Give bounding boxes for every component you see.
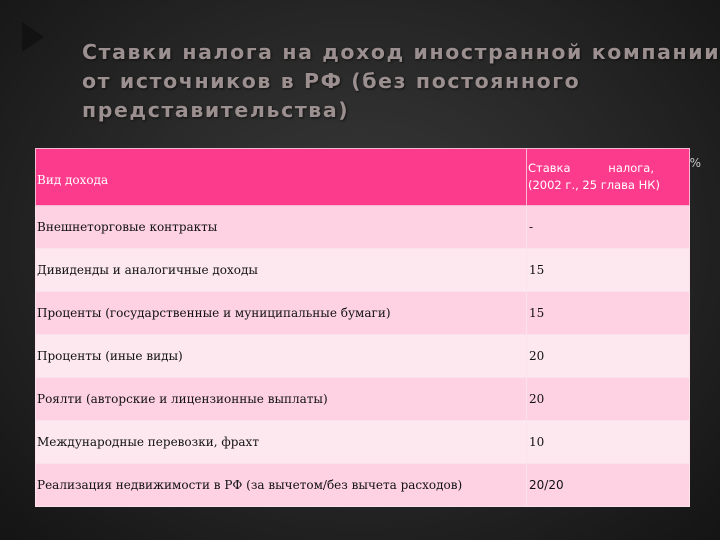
header-rate-line-1: Ставка налога, [528,161,654,175]
income-type-cell: Дивиденды и аналогичные доходы [36,249,527,292]
table-row [36,249,690,292]
header-tax-rate [527,149,701,206]
tax-rates-table [35,148,701,507]
income-type-cell: Внешнеторговые контракты [36,206,527,249]
tax-rate-cell: 20 [527,378,690,421]
arrow-right-icon [22,22,44,52]
tax-rate-cell: 20 [527,335,690,378]
tax-rate-cell: 15 [527,249,690,292]
table-row [36,421,690,464]
income-type-cell: Роялти (авторские и лицензионные выплаты) [36,378,527,421]
table-row [36,206,690,249]
income-type-cell: Международные перевозки, фрахт [36,421,527,464]
title-line-1: Ставки налога на доход иностранной компании [82,40,720,64]
percent-unit-label: % [689,156,701,170]
table-header-row [36,149,690,206]
title-line-3: представительства) [82,98,350,122]
tax-rate-cell: - [527,206,690,249]
income-type-cell: Реализация недвижимости в РФ (за вычетом/без вычета расходов) [36,464,527,507]
table-row [36,464,690,507]
header-rate-line-2: (2002 г., 25 глава НК) [528,178,660,192]
header-income-type: Вид дохода [36,149,527,206]
slide-title [82,38,720,125]
income-type-cell: Проценты (государственные и муниципальные бумаги) [36,292,527,335]
title-line-2: от источников в РФ (без постоянного [82,69,581,93]
table-row [36,335,690,378]
tax-rate-cell: 15 [527,292,690,335]
tax-rate-cell: 10 [527,421,690,464]
tax-rate-cell: 20/20 [527,464,690,507]
table-row [36,292,690,335]
income-type-cell: Проценты (иные виды) [36,335,527,378]
table-row [36,378,690,421]
